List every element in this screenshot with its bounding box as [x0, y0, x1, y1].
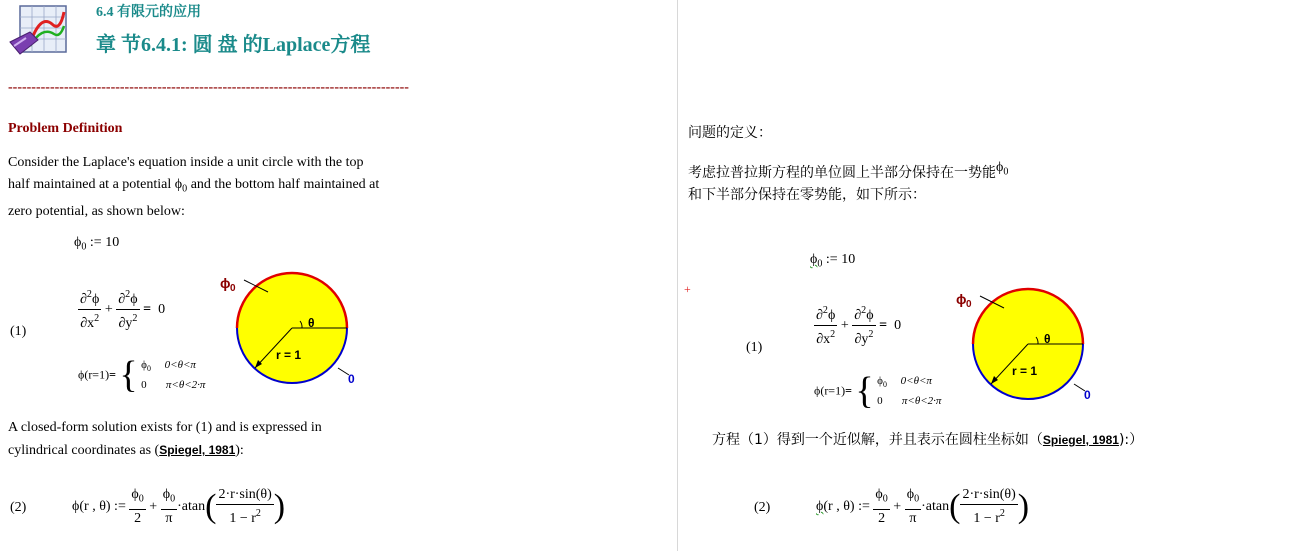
dashed-separator: -------------------------------------------------------------------------------------- [8, 80, 409, 95]
problem-line-2b: and the bottom half maintained at [187, 177, 380, 192]
closed-form-paragraph-cn: 方程（1）得到一个近似解，并且表示在圆柱坐标如（Spiegel, 1981):） [712, 432, 1144, 448]
svg-text:0: 0 [348, 372, 355, 386]
mathcad-logo-icon [8, 4, 68, 56]
problem-line-1-cn: 考虑拉普拉斯方程的单位圆上半部分保持在一势能$\phi_0$ [688, 160, 1009, 181]
problem-definition-heading-cn: 问题的定义： [688, 125, 772, 141]
laplace-equation-cn: $\frac{\partial^2\phi}{\partial x^2}$ + $\frac{\partial^2\phi}{\partial y^2}$ = 0 [814, 302, 901, 349]
closed-form-line-1: A closed-form solution exists for (1) and is expressed in [8, 420, 322, 435]
solution-equation: ϕ(r , θ) := $\frac{\phi_0}{2}$ + $\frac{\phi_0}{\pi}$ ·atan( $\frac{2\cdot r\cdot\sin(\theta)}{1 - r^2}$ ) [72, 487, 286, 527]
insertion-cursor-icon: + [684, 282, 691, 296]
boundary-condition-cn: ϕ(r=1)= { $\phi_0$ 0<θ<π 0 π<θ<2·π [814, 370, 942, 412]
problem-paragraph: Consider the Laplace's equation inside a unit circle with the top half maintained at a potential $\phi_0$ and the bottom half maintained at zero potential, as shown below: [8, 155, 380, 219]
svg-text:ϕ: ϕ [220, 275, 231, 291]
laplace-equation: $\frac{\partial^2\phi}{\partial x^2}$ + $\frac{\partial^2\phi}{\partial y^2}$ = 0 [78, 286, 165, 333]
unit-circle-diagram-cn [946, 284, 1096, 408]
svg-text:θ: θ [1044, 332, 1051, 346]
problem-line-3: zero potential, as shown below: [8, 203, 185, 219]
page-divider [677, 0, 678, 551]
closed-form-paragraph: A closed-form solution exists for (1) and is expressed in cylindrical coordinates as (Spiegel, 1981): [8, 417, 428, 462]
svg-text:θ: θ [308, 316, 315, 330]
problem-definition-heading: Problem Definition [8, 121, 123, 136]
equation-1-label: (1) [10, 324, 27, 339]
problem-line-1: Consider the Laplace's equation inside a unit circle with the top [8, 155, 364, 170]
closed-form-line-2: cylindrical coordinates as ( [8, 443, 160, 458]
citation-link-cn[interactable]: Spiegel, 1981 [1042, 433, 1119, 447]
phi0-assignment-cn: $\phi_0$ := 10 [810, 252, 856, 270]
section-number: 6.4 有限元的应用 [96, 5, 201, 20]
svg-text:0: 0 [230, 283, 236, 294]
svg-text:0: 0 [1084, 388, 1091, 402]
svg-text:r = 1: r = 1 [276, 348, 302, 362]
svg-text:ϕ: ϕ [956, 291, 967, 307]
boundary-condition: ϕ(r=1)= { $\phi_0$ 0<θ<π 0 π<θ<2·π [78, 354, 206, 396]
equation-1-label-cn: (1) [746, 340, 763, 355]
citation-link[interactable]: Spiegel, 1981 [159, 443, 236, 457]
equation-2-label-cn: (2) [754, 500, 771, 515]
svg-text:r = 1: r = 1 [1012, 364, 1038, 378]
phi0-assignment: $\phi_0$ := 10 [74, 235, 120, 253]
chapter-title: 章 节6.4.1: 圆 盘 的Laplace方程 [96, 34, 371, 56]
problem-line-2a: half maintained at a potential [8, 177, 175, 192]
equation-2-label: (2) [10, 500, 27, 515]
svg-text:0: 0 [966, 299, 972, 310]
unit-circle-diagram [210, 268, 360, 392]
problem-line-2-cn: 和下半部分保持在零势能，如下所示： [688, 187, 926, 203]
solution-equation-cn: ϕ(r , θ) := $\frac{\phi_0}{2}$ + $\frac{\phi_0}{\pi}$ ·atan( $\frac{2\cdot r\cdot\sin(\theta)}{1 - r^2}$ ) [816, 487, 1030, 527]
